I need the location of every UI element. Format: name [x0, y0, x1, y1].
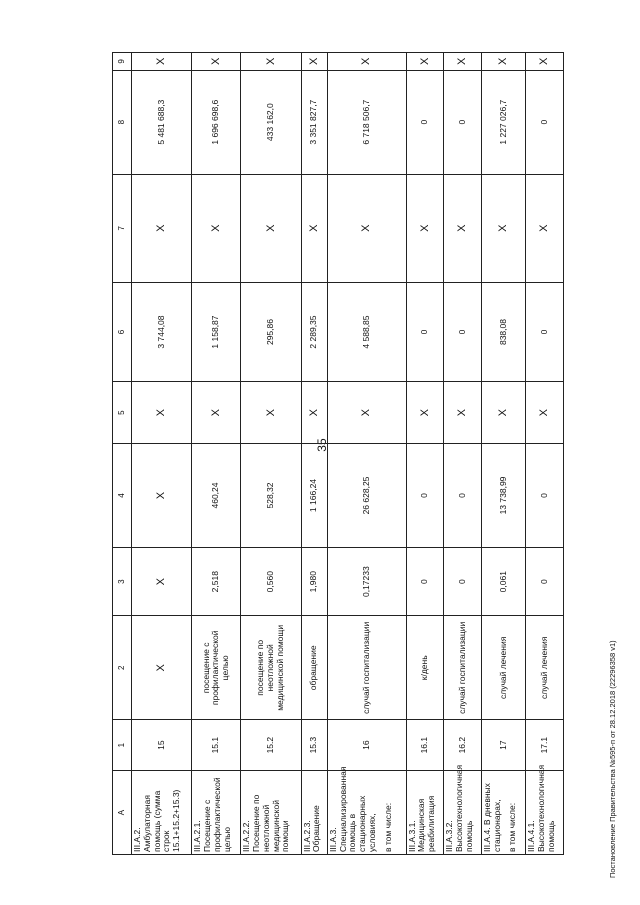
row-label-cell	[406, 771, 444, 855]
cell-text: 3 351 827,7	[308, 99, 319, 145]
cell-text: 2 289,35	[308, 315, 319, 349]
table-cell	[301, 547, 327, 615]
table-cell	[327, 616, 406, 720]
row-label-cell	[481, 771, 526, 855]
table-cell	[526, 547, 564, 615]
table-cell	[444, 616, 482, 720]
page-number: 35	[315, 438, 329, 452]
table-cell	[444, 720, 482, 771]
table-cell	[327, 53, 406, 71]
cell-text: 16	[360, 740, 371, 750]
table-cell	[526, 174, 564, 282]
table-cell	[241, 282, 301, 381]
cell-text: Х	[538, 224, 551, 232]
cell-text: Х	[210, 409, 222, 417]
table-cell	[481, 547, 526, 615]
table-row	[481, 53, 526, 855]
table-cell	[132, 547, 192, 615]
column-header: 9	[113, 53, 132, 71]
table-cell	[481, 444, 526, 548]
column-header: 3	[113, 547, 132, 615]
table-cell	[132, 282, 192, 381]
row-label-cell	[526, 764, 564, 855]
cell-text: к/день	[418, 655, 429, 681]
cell-text: Х	[497, 57, 510, 66]
table-cell	[406, 382, 444, 444]
table-cell	[241, 547, 301, 615]
table-cell	[526, 382, 564, 444]
cell-text: 460,24	[210, 482, 221, 509]
table-cell	[192, 444, 241, 548]
cell-text: случай госпитализации	[360, 621, 371, 714]
table-cell	[526, 444, 564, 548]
cell-text: III.А.3.1. Медицинская реабилитация	[406, 795, 437, 852]
cell-text: 0	[456, 119, 467, 125]
table-cell	[241, 174, 301, 282]
row-label-cell	[444, 764, 482, 855]
table-cell	[444, 70, 482, 174]
cell-text: Х	[264, 57, 277, 66]
table-cell	[327, 444, 406, 548]
table-cell	[406, 616, 444, 720]
cell-text: 0	[456, 579, 467, 585]
table-cell	[327, 547, 406, 615]
table-cell	[301, 174, 327, 282]
cell-text: III.А.2.3. Обращение	[301, 805, 322, 852]
table-cell	[406, 547, 444, 615]
table-cell	[327, 382, 406, 444]
cell-text: Х	[210, 224, 222, 232]
table-cell	[301, 282, 327, 381]
table-row	[327, 53, 406, 855]
table-cell	[192, 382, 241, 444]
table-cell	[481, 616, 526, 720]
cell-text: обращение	[308, 645, 319, 691]
table-row	[406, 53, 444, 855]
cell-text: 0,061	[497, 571, 508, 593]
table-cell	[406, 282, 444, 381]
cell-text: 1 158,87	[210, 315, 221, 349]
table-cell	[526, 70, 564, 174]
table-cell	[132, 382, 192, 444]
row-label-cell	[327, 766, 406, 855]
row-label-cell	[192, 771, 241, 855]
table-cell	[327, 720, 406, 771]
cell-text: Х	[307, 409, 320, 417]
table-cell	[192, 53, 241, 71]
table-cell	[406, 174, 444, 282]
cell-text: 1 227 026,7	[497, 99, 508, 145]
table-cell	[444, 547, 482, 615]
table-row	[301, 53, 327, 855]
cell-text: 6 718 506,7	[360, 99, 371, 145]
table-cell	[192, 174, 241, 282]
cell-text: III.А.2.1. Посещение с профилактической целью	[192, 777, 232, 852]
table-row	[132, 53, 192, 855]
table-cell	[301, 70, 327, 174]
table-cell	[481, 53, 526, 71]
cell-text: Х	[307, 57, 320, 66]
table-cell	[406, 444, 444, 548]
cell-text: 15	[155, 740, 166, 750]
cell-text: Х	[155, 578, 168, 586]
cell-text: 1 166,24	[308, 478, 319, 513]
cell-text: 433 162,0	[265, 103, 276, 142]
column-header: А	[113, 771, 132, 855]
cell-text: 5 481 688,3	[155, 99, 166, 145]
cell-text: 0	[418, 119, 429, 125]
table-row	[526, 53, 564, 855]
cell-text: Х	[155, 224, 168, 232]
cell-text: 17.1	[538, 736, 549, 754]
cell-text: посещение с профилактической целью	[200, 630, 231, 706]
cell-text: III.А.2.2. Посещение по неотложной медицинской помощи	[241, 794, 291, 852]
cell-text: III.А.4.1. Высокотехнологичная помощь	[526, 764, 556, 852]
cell-text: 528,32	[265, 482, 276, 509]
cell-text: 1,980	[308, 571, 319, 593]
table-cell	[481, 174, 526, 282]
table-cell	[301, 382, 327, 444]
table-cell	[481, 720, 526, 771]
table-cell	[132, 174, 192, 282]
row-label-cell	[132, 771, 192, 855]
cell-text: 838,08	[497, 319, 508, 346]
table-cell	[444, 282, 482, 381]
cell-text: 16.1	[418, 736, 429, 754]
sub-label: в том числе:	[382, 802, 393, 852]
cell-text: 0	[538, 493, 549, 498]
table-cell	[132, 720, 192, 771]
table-cell	[327, 282, 406, 381]
table-cell	[526, 282, 564, 381]
cell-text: Х	[155, 491, 168, 500]
table-cell	[481, 382, 526, 444]
table-cell	[301, 444, 327, 548]
table-cell	[241, 382, 301, 444]
footer-note: Постановление Правительства №595-п от 28.12.2018 (22296358 v1)	[608, 640, 617, 878]
column-header: 2	[113, 616, 132, 720]
table-cell	[192, 547, 241, 615]
cell-text: Х	[456, 57, 469, 66]
cell-text: III.А.4. В дневных стационарах,	[481, 783, 502, 852]
cell-text: 0	[456, 329, 467, 335]
table-cell	[192, 720, 241, 771]
cell-text: Х	[360, 57, 373, 66]
table-header-row	[113, 53, 132, 855]
column-header: 6	[113, 282, 132, 381]
column-header: 7	[113, 174, 132, 282]
cell-text: Х	[155, 409, 168, 417]
cell-text: III.А.3. Специализированная помощь в стационарных условиях,	[327, 766, 377, 852]
cell-text: Х	[360, 224, 373, 232]
cell-text: Х	[456, 224, 469, 232]
cell-text: 15.3	[308, 736, 319, 754]
cell-text: Х	[538, 57, 551, 66]
table-cell	[444, 53, 482, 71]
table-cell	[526, 616, 564, 720]
cell-text: Х	[264, 409, 277, 417]
table-cell	[192, 70, 241, 174]
table-cell	[406, 720, 444, 771]
table-cell	[444, 382, 482, 444]
cell-text: Х	[155, 57, 168, 66]
cell-text: III.А.2. Амбулаторная помощь (сумма строк 15.1+15.2+15.3)	[132, 789, 182, 852]
table-row	[444, 53, 482, 855]
cell-text: 1 696 698,6	[210, 99, 221, 145]
table-cell	[526, 53, 564, 71]
cell-text: 0,17233	[360, 566, 371, 598]
cell-text: 0	[538, 579, 549, 585]
table-cell	[444, 174, 482, 282]
cell-text: посещение по неотложной медицинской помощи	[255, 624, 285, 711]
cell-text: 0	[418, 493, 429, 498]
cell-text: Х	[418, 409, 431, 417]
cell-text: 0	[418, 579, 429, 585]
table-cell	[132, 444, 192, 548]
table-cell	[327, 70, 406, 174]
table-cell	[481, 282, 526, 381]
cell-text: III.А.3.2. Высокотехнологичная помощь	[444, 764, 474, 852]
cell-text: 0	[538, 119, 549, 125]
table-cell	[327, 174, 406, 282]
cell-text: 0	[418, 329, 429, 335]
cell-text: случай лечения	[497, 636, 508, 699]
cell-text: 0	[538, 329, 549, 335]
cell-text: 2,518	[210, 571, 221, 593]
cell-text: Х	[210, 57, 222, 66]
cell-text: Х	[307, 224, 320, 232]
table-cell	[406, 53, 444, 71]
cell-text: случай госпитализации	[456, 621, 467, 714]
cell-text: 13 738,99	[497, 476, 508, 515]
cell-text: Х	[456, 409, 469, 417]
table-cell	[526, 720, 564, 771]
table-row	[241, 53, 301, 855]
column-header: 4	[113, 444, 132, 548]
table-row	[192, 53, 241, 855]
table-cell	[241, 53, 301, 71]
table-cell	[192, 616, 241, 720]
column-header: 1	[113, 720, 132, 771]
cell-text: Х	[155, 664, 168, 672]
table-cell	[481, 70, 526, 174]
row-label-cell	[241, 771, 301, 855]
table-cell	[301, 720, 327, 771]
cell-text: 3 744,08	[155, 315, 166, 349]
table-cell	[406, 70, 444, 174]
table-cell	[241, 444, 301, 548]
cell-text: Х	[538, 409, 551, 417]
cell-text: Х	[418, 224, 431, 232]
cell-text: Х	[497, 224, 510, 232]
column-header: 5	[113, 382, 132, 444]
column-header: 8	[113, 70, 132, 174]
cell-text: 295,86	[265, 319, 276, 346]
table-cell	[241, 70, 301, 174]
data-table	[112, 52, 564, 855]
cell-text: 0	[456, 493, 467, 498]
cell-text: 15.2	[265, 736, 276, 754]
cell-text: Х	[418, 57, 431, 66]
row-label-cell	[301, 771, 327, 855]
cell-text: 4 588,85	[360, 315, 371, 349]
table-cell	[132, 53, 192, 71]
cell-text: Х	[497, 409, 510, 417]
cell-text: 17	[497, 740, 508, 750]
cell-text: 16.2	[456, 736, 467, 754]
cell-text: 0,560	[265, 571, 276, 593]
cell-text: 15.1	[210, 736, 221, 754]
table-cell	[241, 720, 301, 771]
table-cell	[301, 53, 327, 71]
table-container	[112, 52, 564, 855]
cell-text: Х	[264, 224, 277, 232]
table-cell	[444, 444, 482, 548]
table-cell	[301, 616, 327, 720]
cell-text: 26 628,25	[360, 476, 371, 515]
cell-text: Х	[360, 409, 373, 417]
table-cell	[132, 616, 192, 720]
table-cell	[241, 616, 301, 720]
cell-text: случай лечения	[538, 636, 549, 699]
table-cell	[192, 282, 241, 381]
sub-label: в том числе:	[507, 802, 518, 852]
table-cell	[132, 70, 192, 174]
